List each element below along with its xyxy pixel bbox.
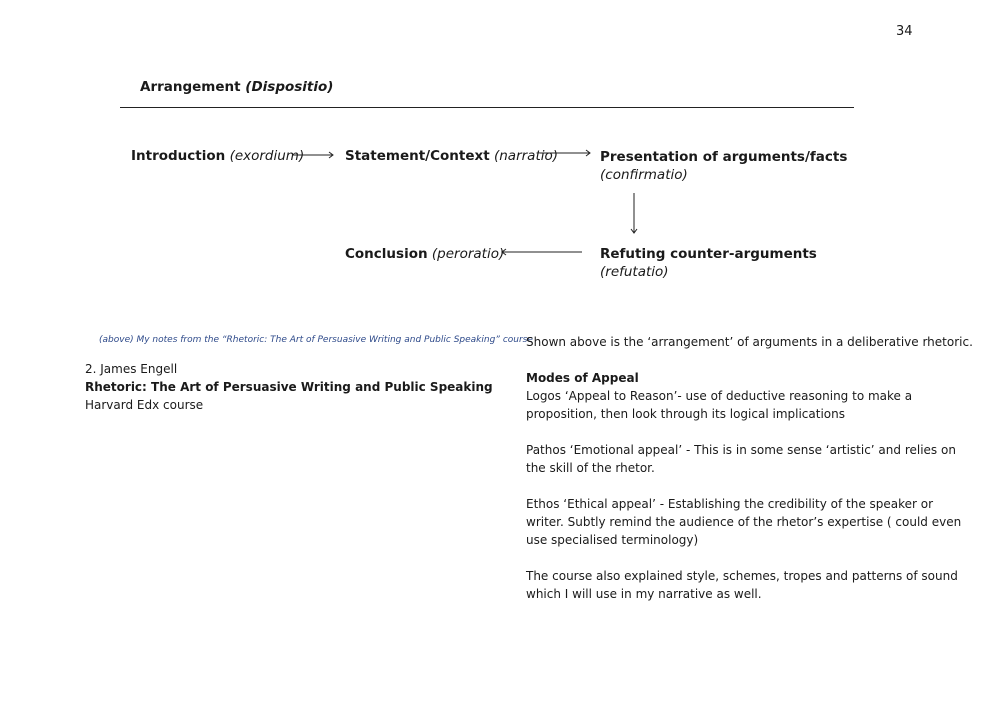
course-line: which I will use in my narrative as well. — [526, 587, 762, 601]
ethos-line: writer. Subtly remind the audience of the rhetor’s expertise ( could even — [526, 515, 962, 529]
ethos-line: use specialised terminology) — [526, 533, 699, 547]
reference-author: 2. James Engell — [85, 362, 178, 376]
flow-node-refuting — [600, 245, 817, 281]
modes-heading: Modes of Appeal — [526, 371, 639, 385]
page-number: 34 — [896, 24, 913, 39]
pathos-line: Pathos ‘Emotional appeal’ - This is in some sense ‘artistic’ and relies on — [526, 443, 956, 457]
flow-label: Conclusion — [345, 246, 428, 262]
pathos-line: the skill of the rhetor. — [526, 461, 655, 475]
flow-node-conclusion — [345, 246, 504, 262]
arrow-down-icon — [629, 193, 639, 235]
arrow-left-icon — [500, 247, 584, 257]
flow-label: Refuting counter-arguments — [600, 246, 817, 262]
flow-latin: (peroratio) — [431, 246, 505, 262]
flow-node-introduction — [131, 148, 304, 164]
reference-source: Harvard Edx course — [85, 398, 204, 412]
flow-latin: (confirmatio) — [600, 167, 688, 183]
flow-label: Statement/Context — [345, 148, 490, 164]
flow-latin: (exordium) — [229, 148, 305, 164]
section-heading — [140, 79, 333, 95]
ethos-line: Ethos ‘Ethical appeal’ - Establishing the credibility of the speaker or — [526, 497, 934, 511]
diagram-caption: (above) My notes from the “Rhetoric: The Art of Persuasive Writing and Public Speaking” course — [99, 335, 533, 345]
flow-latin: (narratio) — [493, 148, 559, 164]
arrow-right-icon — [540, 148, 592, 158]
heading-title: Arrangement — [140, 79, 241, 95]
arrow-right-icon — [293, 150, 335, 160]
flow-label: Presentation of arguments/facts — [600, 149, 848, 165]
flow-node-presentation — [600, 148, 847, 184]
flow-node-statement — [345, 148, 558, 164]
reference-title: Rhetoric: The Art of Persuasive Writing and Public Speaking — [85, 380, 493, 394]
heading-latin: (Dispositio) — [245, 79, 334, 95]
heading-divider — [120, 107, 854, 108]
notes-intro: Shown above is the ‘arrangement’ of arguments in a deliberative rhetoric. — [526, 335, 973, 349]
notes-column — [526, 333, 973, 603]
course-line: The course also explained style, schemes, tropes and patterns of sound — [526, 569, 958, 583]
flow-label: Introduction — [131, 148, 226, 164]
flow-latin: (refutatio) — [600, 264, 669, 280]
logos-line: proposition, then look through its logical implications — [526, 407, 845, 421]
logos-line: Logos ‘Appeal to Reason’- use of deductive reasoning to make a — [526, 389, 913, 403]
